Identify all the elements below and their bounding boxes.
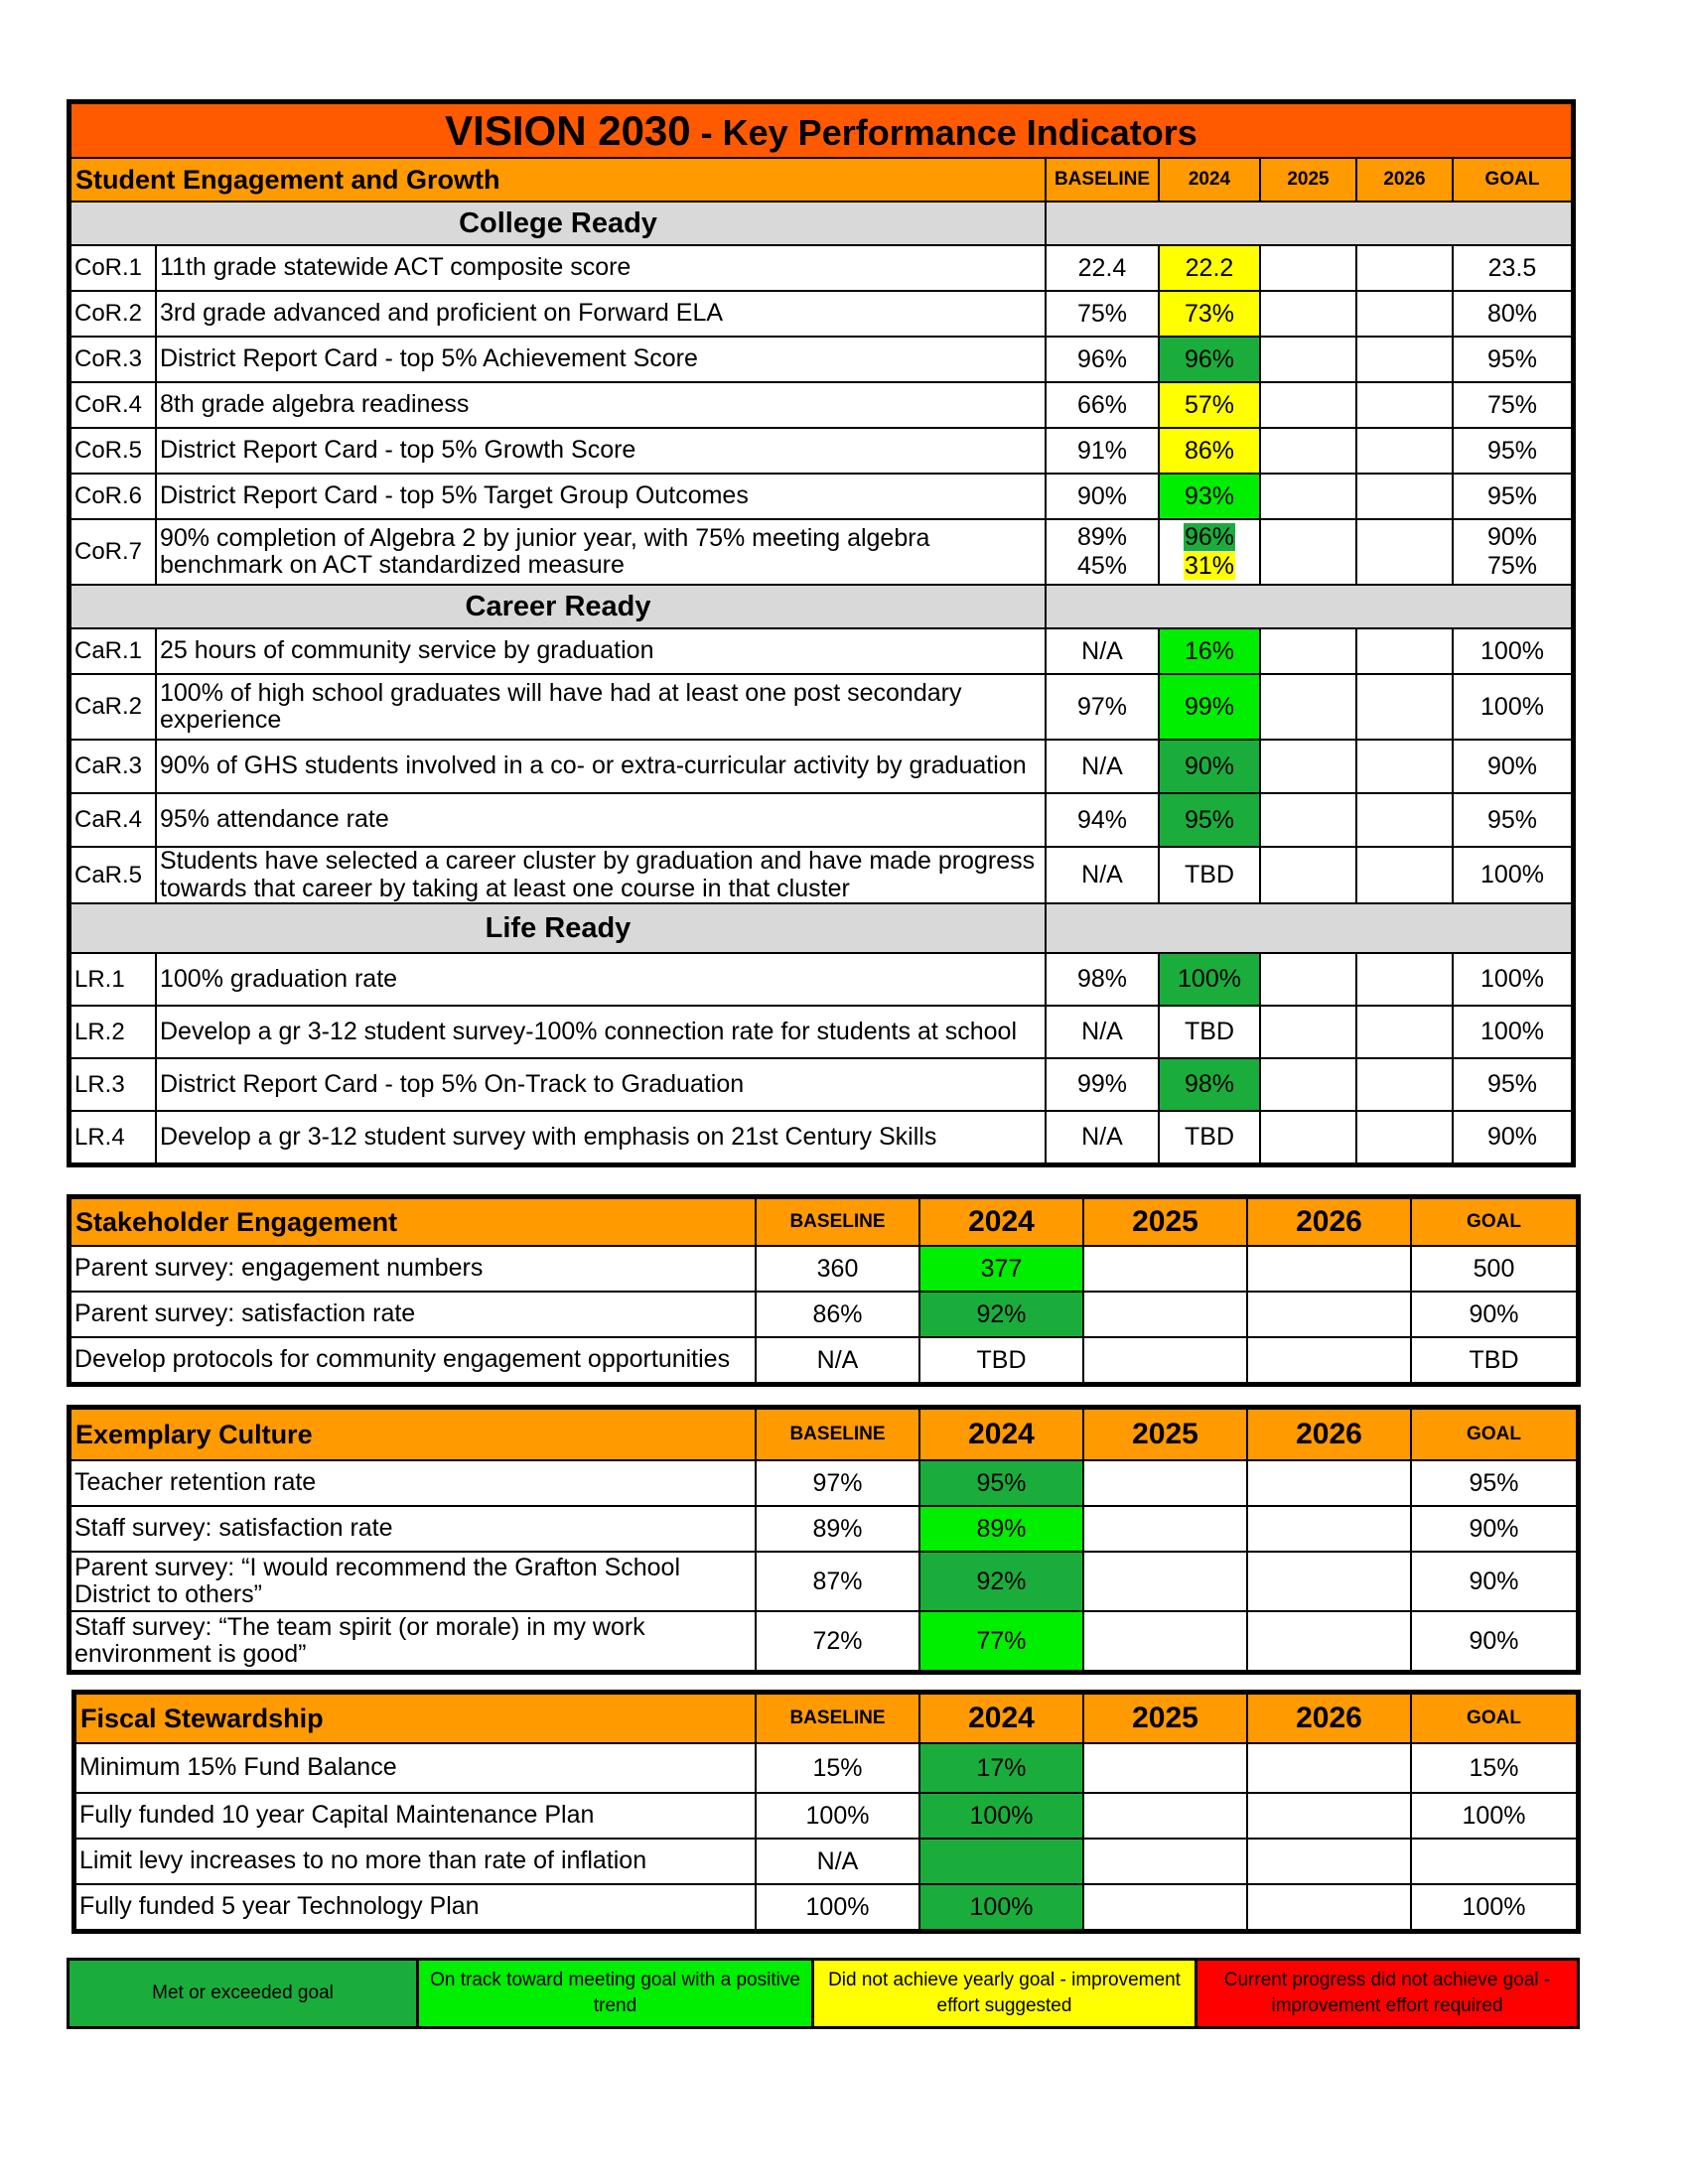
col-2025: 2025 [1083, 1198, 1247, 1246]
baseline-value: 94% [1046, 793, 1159, 847]
goal-value: 75% [1453, 382, 1572, 428]
goal-value: 95% [1411, 1460, 1577, 1506]
value-2024: 17% [919, 1743, 1083, 1793]
kpi-description: District Report Card - top 5% Growth Score [156, 428, 1046, 474]
fiscal-stewardship-block [71, 1690, 1581, 1934]
goal-value: 90% [1411, 1552, 1577, 1611]
legend-required: Current progress did not achieve goal - improvement effort required [1197, 1961, 1577, 2026]
value-2025 [1260, 337, 1356, 382]
baseline-value: 100% [756, 1793, 919, 1839]
value-2025 [1083, 1460, 1247, 1506]
value-2026 [1247, 1552, 1411, 1611]
value-2024: 73% [1159, 291, 1260, 337]
table-row-cor7 [70, 519, 1572, 585]
col-2024: 2024 [919, 1694, 1083, 1743]
section-life-ready: Life Ready [70, 903, 1046, 953]
kpi-description: Limit levy increases to no more than rate of inflation [75, 1839, 756, 1884]
goal-value: 95% [1453, 793, 1572, 847]
table-row [70, 1111, 1572, 1163]
kpi-description: Fully funded 5 year Technology Plan [75, 1884, 756, 1930]
goal-value: 95% [1453, 428, 1572, 474]
value-2024: 57% [1159, 382, 1260, 428]
value-2025 [1260, 291, 1356, 337]
kpi-description: 95% attendance rate [156, 793, 1046, 847]
goal-value: TBD [1411, 1337, 1577, 1383]
kpi-id: CoR.1 [70, 245, 156, 291]
table-row [75, 1839, 1577, 1884]
col-goal: GOAL [1453, 158, 1572, 202]
baseline-value: 66% [1046, 382, 1159, 428]
value-2024-a: 96% [1184, 523, 1235, 552]
fiscal-section-label: Fiscal Stewardship [75, 1694, 756, 1743]
culture-section-label: Exemplary Culture [70, 1409, 756, 1460]
value-2024: 98% [1159, 1058, 1260, 1111]
kpi-description: 90% of GHS students involved in a co- or extra-curricular activity by graduation [156, 740, 1046, 793]
baseline-value: 90% [1046, 474, 1159, 519]
baseline-value: 98% [1046, 953, 1159, 1006]
table-row [70, 428, 1572, 474]
kpi-description: 3rd grade advanced and proficient on Forward ELA [156, 291, 1046, 337]
value-2026 [1247, 1743, 1411, 1793]
value-2026 [1356, 1111, 1453, 1163]
baseline-value: 72% [756, 1611, 919, 1671]
goal-value: 95% [1453, 337, 1572, 382]
student-engagement-block [67, 99, 1576, 1167]
table-row [70, 382, 1572, 428]
section-college-ready-filler [1046, 202, 1572, 245]
table-row [70, 1506, 1577, 1552]
value-2026 [1356, 519, 1453, 585]
value-2024 [1159, 519, 1260, 585]
status-legend [67, 1958, 1580, 2029]
value-2025 [1260, 674, 1356, 740]
baseline-value: 99% [1046, 1058, 1159, 1111]
baseline-value: N/A [1046, 1006, 1159, 1058]
value-2024: 100% [919, 1793, 1083, 1839]
kpi-description: Students have selected a career cluster by graduation and have made progress towards that career by taking at least one course in that cluster [156, 847, 1046, 903]
value-2026 [1247, 1884, 1411, 1930]
value-2025 [1260, 428, 1356, 474]
table-row [70, 1246, 1577, 1292]
baseline-value: 91% [1046, 428, 1159, 474]
value-2026 [1356, 382, 1453, 428]
col-2026: 2026 [1247, 1198, 1411, 1246]
page-title [70, 103, 1572, 158]
col-goal: GOAL [1411, 1694, 1577, 1743]
goal-value [1453, 519, 1572, 585]
value-2025 [1083, 1337, 1247, 1383]
kpi-id: CaR.2 [70, 674, 156, 740]
kpi-description: Parent survey: engagement numbers [70, 1246, 756, 1292]
value-2024: 100% [1159, 953, 1260, 1006]
value-2024: TBD [919, 1337, 1083, 1383]
baseline-value: N/A [756, 1839, 919, 1884]
baseline-value: 89% [756, 1506, 919, 1552]
baseline-value: N/A [1046, 628, 1159, 674]
fiscal-rows [75, 1743, 1577, 1930]
value-2025 [1260, 740, 1356, 793]
value-2024: 95% [1159, 793, 1260, 847]
value-2024: TBD [1159, 847, 1260, 903]
value-2026 [1356, 628, 1453, 674]
student-section-label: Student Engagement and Growth [70, 158, 1046, 202]
value-2025 [1260, 474, 1356, 519]
baseline-value-a: 89% [1076, 523, 1128, 552]
goal-value: 100% [1411, 1884, 1577, 1930]
baseline-value: 360 [756, 1246, 919, 1292]
value-2025 [1260, 1111, 1356, 1163]
value-2026 [1247, 1460, 1411, 1506]
value-2026 [1356, 428, 1453, 474]
exemplary-culture-table [70, 1408, 1578, 1672]
kpi-id: LR.1 [70, 953, 156, 1006]
col-baseline: BASELINE [756, 1694, 919, 1743]
kpi-id: CaR.4 [70, 793, 156, 847]
kpi-description: Staff survey: “The team spirit (or morale) in my work environment is good” [70, 1611, 756, 1671]
table-row [70, 245, 1572, 291]
value-2025 [1083, 1552, 1247, 1611]
culture-rows [70, 1460, 1577, 1671]
value-2026 [1356, 740, 1453, 793]
value-2024: 377 [919, 1246, 1083, 1292]
section-college-ready: College Ready [70, 202, 1046, 245]
kpi-id: LR.4 [70, 1111, 156, 1163]
value-2025 [1260, 1058, 1356, 1111]
table-row [70, 953, 1572, 1006]
col-goal: GOAL [1411, 1409, 1577, 1460]
legend-on-track: On track toward meeting goal with a positive trend [419, 1961, 814, 2026]
value-2026 [1247, 1839, 1411, 1884]
goal-value: 90% [1453, 1111, 1572, 1163]
value-2026 [1356, 793, 1453, 847]
kpi-id: CoR.3 [70, 337, 156, 382]
baseline-value: 97% [1046, 674, 1159, 740]
kpi-id: CoR.2 [70, 291, 156, 337]
kpi-id: LR.2 [70, 1006, 156, 1058]
col-goal: GOAL [1411, 1198, 1577, 1246]
kpi-id: CaR.3 [70, 740, 156, 793]
life-rows [70, 953, 1572, 1163]
goal-value: 500 [1411, 1246, 1577, 1292]
baseline-value: 15% [756, 1743, 919, 1793]
goal-value-b: 75% [1486, 552, 1538, 580]
value-2025 [1083, 1246, 1247, 1292]
value-2025 [1083, 1292, 1247, 1337]
baseline-value: 75% [1046, 291, 1159, 337]
table-row [75, 1793, 1577, 1839]
value-2024: 86% [1159, 428, 1260, 474]
goal-value [1411, 1839, 1577, 1884]
value-2024: 92% [919, 1552, 1083, 1611]
value-2026 [1356, 337, 1453, 382]
col-2026: 2026 [1247, 1694, 1411, 1743]
value-2024: TBD [1159, 1006, 1260, 1058]
value-2024: 99% [1159, 674, 1260, 740]
value-2025 [1260, 793, 1356, 847]
table-row [70, 474, 1572, 519]
table-row [70, 674, 1572, 740]
col-baseline: BASELINE [756, 1198, 919, 1246]
table-row [70, 1552, 1577, 1611]
baseline-value: 22.4 [1046, 245, 1159, 291]
goal-value: 80% [1453, 291, 1572, 337]
col-2024: 2024 [919, 1409, 1083, 1460]
goal-value: 90% [1411, 1506, 1577, 1552]
value-2024-b: 31% [1184, 552, 1235, 580]
goal-value: 100% [1453, 953, 1572, 1006]
exemplary-culture-block [67, 1405, 1581, 1675]
kpi-description: Minimum 15% Fund Balance [75, 1743, 756, 1793]
col-baseline: BASELINE [1046, 158, 1159, 202]
value-2024: TBD [1159, 1111, 1260, 1163]
col-2025: 2025 [1260, 158, 1356, 202]
kpi-id: CoR.7 [70, 519, 156, 585]
col-2024: 2024 [919, 1198, 1083, 1246]
goal-value-a: 90% [1486, 523, 1538, 552]
kpi-id: CaR.1 [70, 628, 156, 674]
value-2024: 77% [919, 1611, 1083, 1671]
table-row [70, 1058, 1572, 1111]
legend-not-achieved: Did not achieve yearly goal - improvement effort suggested [814, 1961, 1197, 2026]
kpi-description: Develop a gr 3-12 student survey-100% connection rate for students at school [156, 1006, 1046, 1058]
table-row [75, 1743, 1577, 1793]
kpi-description: District Report Card - top 5% Target Group Outcomes [156, 474, 1046, 519]
value-2024: 92% [919, 1292, 1083, 1337]
value-2026 [1247, 1506, 1411, 1552]
value-2025 [1083, 1839, 1247, 1884]
goal-value: 100% [1411, 1793, 1577, 1839]
value-2025 [1260, 519, 1356, 585]
value-2024: 89% [919, 1506, 1083, 1552]
table-row [70, 847, 1572, 903]
value-2025 [1083, 1793, 1247, 1839]
goal-value: 90% [1453, 740, 1572, 793]
value-2026 [1247, 1793, 1411, 1839]
value-2025 [1260, 1006, 1356, 1058]
table-row [70, 1292, 1577, 1337]
stakeholder-engagement-table [70, 1197, 1578, 1384]
legend-met: Met or exceeded goal [70, 1961, 419, 2026]
baseline-value: N/A [1046, 740, 1159, 793]
value-2026 [1356, 953, 1453, 1006]
goal-value: 100% [1453, 628, 1572, 674]
value-2026 [1356, 1006, 1453, 1058]
college-rows [70, 245, 1572, 519]
value-2026 [1356, 474, 1453, 519]
value-2025 [1260, 382, 1356, 428]
kpi-description: Fully funded 10 year Capital Maintenance Plan [75, 1793, 756, 1839]
kpi-description: 25 hours of community service by graduation [156, 628, 1046, 674]
career-rows [70, 628, 1572, 903]
baseline-value: N/A [756, 1337, 919, 1383]
goal-value: 95% [1453, 474, 1572, 519]
section-career-ready: Career Ready [70, 585, 1046, 628]
kpi-id: CoR.5 [70, 428, 156, 474]
value-2026 [1247, 1337, 1411, 1383]
value-2025 [1260, 628, 1356, 674]
kpi-description: 8th grade algebra readiness [156, 382, 1046, 428]
goal-value: 90% [1411, 1292, 1577, 1337]
baseline-value [1046, 519, 1159, 585]
value-2024: 22.2 [1159, 245, 1260, 291]
value-2024: 100% [919, 1884, 1083, 1930]
table-row [70, 1460, 1577, 1506]
value-2024 [919, 1839, 1083, 1884]
value-2026 [1356, 245, 1453, 291]
value-2026 [1356, 1058, 1453, 1111]
title-main: VISION 2030 [445, 106, 691, 154]
goal-value: 100% [1453, 1006, 1572, 1058]
value-2025 [1083, 1743, 1247, 1793]
goal-value: 15% [1411, 1743, 1577, 1793]
value-2025 [1260, 245, 1356, 291]
value-2025 [1083, 1611, 1247, 1671]
table-row [70, 337, 1572, 382]
table-row [70, 1006, 1572, 1058]
col-baseline: BASELINE [756, 1409, 919, 1460]
student-engagement-table [70, 102, 1573, 1164]
value-2026 [1356, 847, 1453, 903]
kpi-id: CaR.5 [70, 847, 156, 903]
goal-value: 90% [1411, 1611, 1577, 1671]
baseline-value: 87% [756, 1552, 919, 1611]
baseline-value: 86% [756, 1292, 919, 1337]
goal-value: 100% [1453, 674, 1572, 740]
section-life-ready-filler [1046, 903, 1572, 953]
kpi-description: 100% of high school graduates will have had at least one post secondary experience [156, 674, 1046, 740]
kpi-description: District Report Card - top 5% On-Track to Graduation [156, 1058, 1046, 1111]
kpi-description: Teacher retention rate [70, 1460, 756, 1506]
fiscal-stewardship-table [74, 1693, 1578, 1931]
kpi-description: Develop protocols for community engagement opportunities [70, 1337, 756, 1383]
table-row [70, 291, 1572, 337]
table-row [70, 1611, 1577, 1671]
col-2025: 2025 [1083, 1694, 1247, 1743]
goal-value: 23.5 [1453, 245, 1572, 291]
goal-value: 100% [1453, 847, 1572, 903]
value-2025 [1260, 953, 1356, 1006]
section-career-ready-filler [1046, 585, 1572, 628]
value-2024: 96% [1159, 337, 1260, 382]
value-2025 [1083, 1506, 1247, 1552]
kpi-description: 100% graduation rate [156, 953, 1046, 1006]
kpi-description: District Report Card - top 5% Achievement Score [156, 337, 1046, 382]
value-2026 [1356, 674, 1453, 740]
col-2024: 2024 [1159, 158, 1260, 202]
value-2024: 95% [919, 1460, 1083, 1506]
kpi-description: 11th grade statewide ACT composite score [156, 245, 1046, 291]
baseline-value: N/A [1046, 1111, 1159, 1163]
value-2026 [1356, 291, 1453, 337]
col-2026: 2026 [1356, 158, 1453, 202]
value-2026 [1247, 1246, 1411, 1292]
value-2024: 93% [1159, 474, 1260, 519]
value-2025 [1083, 1884, 1247, 1930]
table-row [75, 1884, 1577, 1930]
stakeholder-section-label: Stakeholder Engagement [70, 1198, 756, 1246]
table-row [70, 793, 1572, 847]
goal-value: 95% [1453, 1058, 1572, 1111]
kpi-description: 90% completion of Algebra 2 by junior year, with 75% meeting algebra benchmark on ACT standardized measure [156, 519, 1046, 585]
value-2024: 90% [1159, 740, 1260, 793]
kpi-id: CoR.6 [70, 474, 156, 519]
baseline-value: 100% [756, 1884, 919, 1930]
kpi-description: Develop a gr 3-12 student survey with emphasis on 21st Century Skills [156, 1111, 1046, 1163]
col-2026: 2026 [1247, 1409, 1411, 1460]
baseline-value: 96% [1046, 337, 1159, 382]
value-2024: 16% [1159, 628, 1260, 674]
baseline-value: N/A [1046, 847, 1159, 903]
table-row [70, 1337, 1577, 1383]
value-2026 [1247, 1611, 1411, 1671]
col-2025: 2025 [1083, 1409, 1247, 1460]
kpi-description: Parent survey: “I would recommend the Grafton School District to others” [70, 1552, 756, 1611]
baseline-value: 97% [756, 1460, 919, 1506]
value-2026 [1247, 1292, 1411, 1337]
kpi-id: CoR.4 [70, 382, 156, 428]
kpi-id: LR.3 [70, 1058, 156, 1111]
kpi-description: Staff survey: satisfaction rate [70, 1506, 756, 1552]
stakeholder-engagement-block [67, 1194, 1581, 1387]
kpi-description: Parent survey: satisfaction rate [70, 1292, 756, 1337]
value-2025 [1260, 847, 1356, 903]
table-row [70, 740, 1572, 793]
stakeholder-rows [70, 1246, 1577, 1383]
title-sub: - Key Performance Indicators [690, 111, 1197, 153]
baseline-value-b: 45% [1076, 552, 1128, 580]
table-row [70, 628, 1572, 674]
